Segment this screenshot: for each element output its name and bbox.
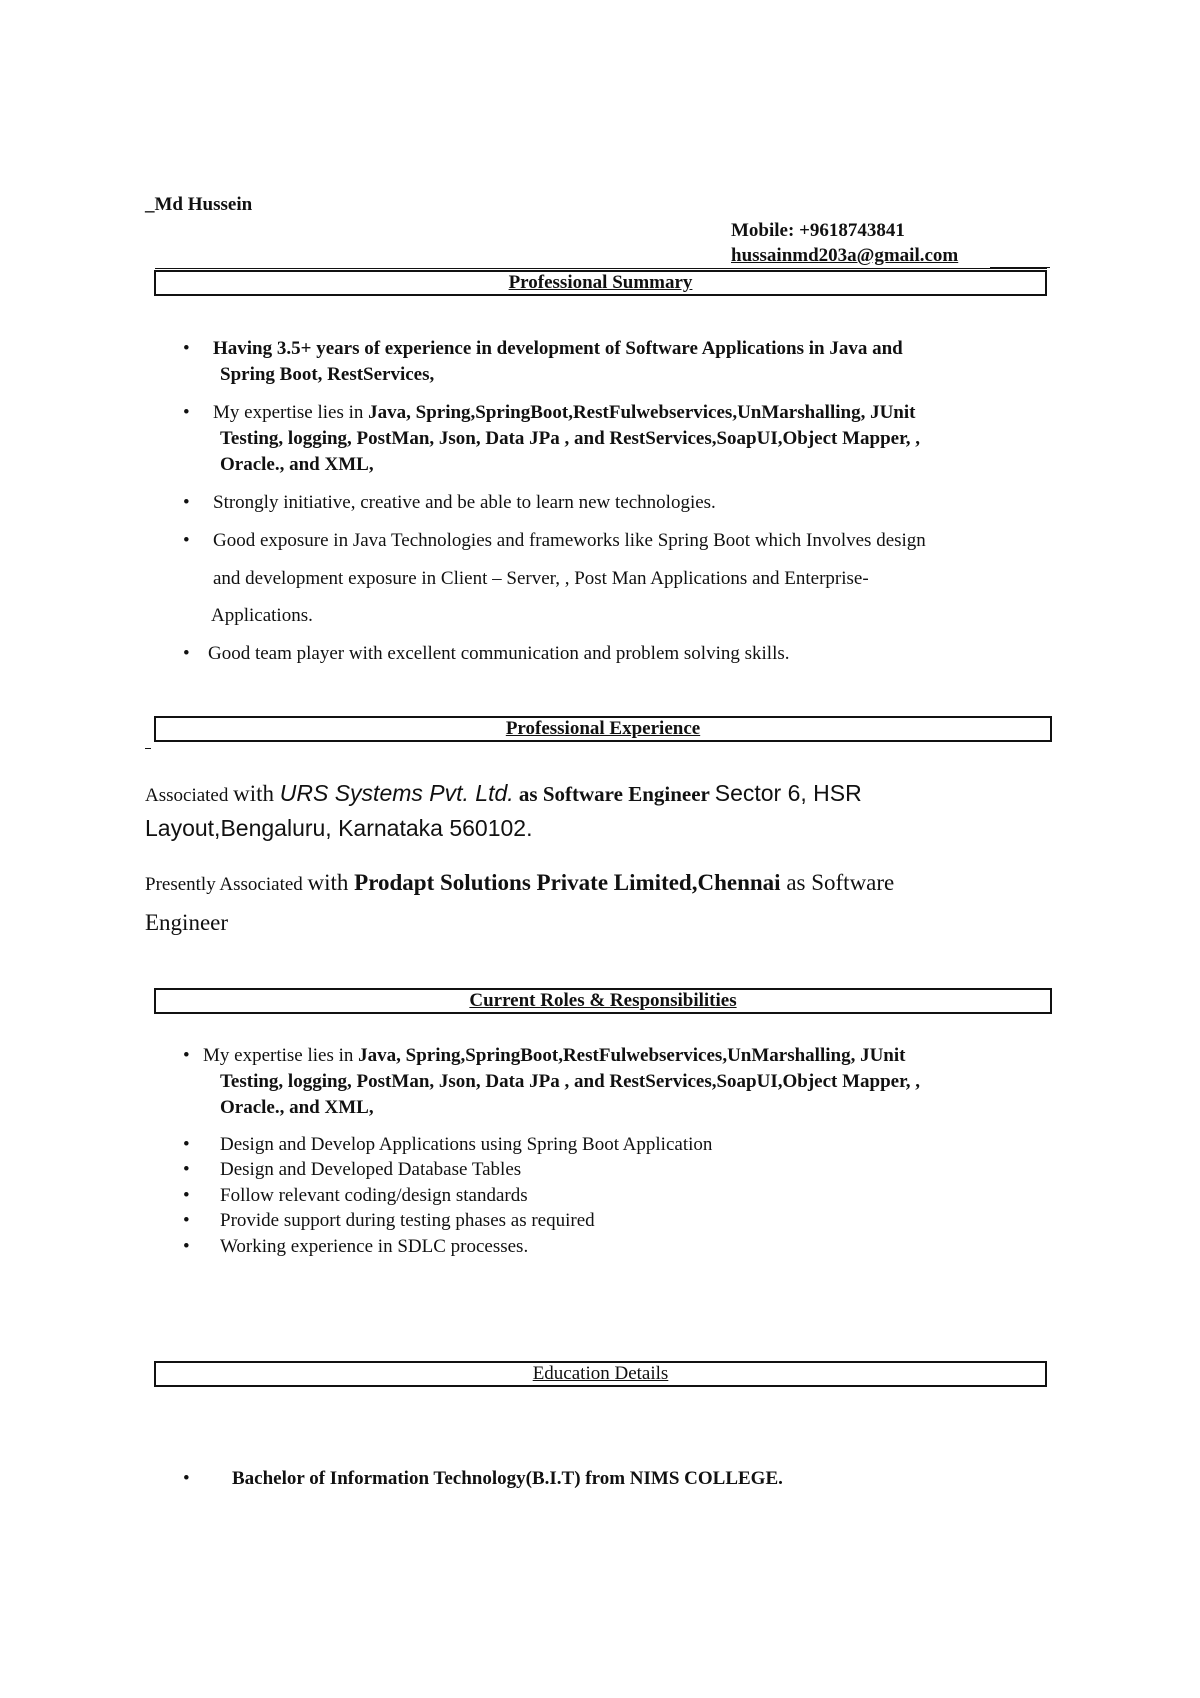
summary-item-2-line-3: Oracle., and XML, <box>220 454 374 475</box>
summary-item-1-line-1: Having 3.5+ years of experience in development of Software Applications in Java and <box>213 338 903 359</box>
stray-underscore <box>145 748 151 749</box>
roles-item-5-text: Provide support during testing phases as required <box>220 1210 595 1231</box>
section-professional-summary <box>154 270 1047 296</box>
education-item-1-text: Bachelor of Information Technology(B.I.T) from NIMS COLLEGE. <box>232 1468 783 1489</box>
roles-item-3-text: Design and Developed Database Tables <box>220 1159 522 1180</box>
bullet-icon: • <box>183 1185 190 1206</box>
presently-prefix: Presently Associated <box>145 874 308 895</box>
associated-prefix: Associated <box>145 785 234 806</box>
section-professional-experience <box>154 716 1052 742</box>
summary-item-4-line-3: Applications. <box>211 605 313 626</box>
roles-item-1-line-2: Testing, logging, PostMan, Json, Data JPa , and RestServices,SoapUI,Object Mapper, , <box>220 1071 921 1092</box>
associated-line-1 <box>145 780 862 807</box>
email-address: hussainmd203a@gmail.com <box>731 245 959 266</box>
presently-company: Prodapt Solutions Private Limited,Chennai <box>354 870 781 895</box>
mobile-number: Mobile: +9618743841 <box>731 220 905 241</box>
presently-role-line-2: Engineer <box>145 910 229 935</box>
roles-item-2-text: Design and Develop Applications using Spring Boot Application <box>220 1134 713 1155</box>
section-education-details <box>154 1361 1047 1387</box>
presently-associated-line-1 <box>145 870 894 896</box>
summary-item-2-line-2: Testing, logging, PostMan, Json, Data JPa , and RestServices,SoapUI,Object Mapper, , <box>220 428 921 449</box>
roles-item-6-text <box>220 1234 528 1260</box>
roles-item-1-line-1 <box>203 1043 905 1069</box>
summary-item-2-prefix: My expertise lies in <box>213 402 369 423</box>
associated-address-2: Layout,Bengaluru, Karnataka 560102. <box>145 815 533 841</box>
roles-item-6-body: Working experience in SDLC processes. <box>220 1236 529 1257</box>
associated-company: URS Systems Pvt. Ltd. <box>279 780 514 806</box>
bullet-icon: • <box>183 643 190 664</box>
candidate-name: _Md Hussein <box>145 194 253 215</box>
bullet-icon: • <box>183 1134 190 1155</box>
roles-item-1-line-3: Oracle., and XML, <box>220 1097 374 1118</box>
associated-with: with <box>233 781 280 806</box>
summary-item-1-line-2: Spring Boot, RestServices, <box>220 364 435 385</box>
bullet-icon: • <box>183 1045 190 1066</box>
summary-item-2-skills: Java, Spring,SpringBoot,RestFulwebservices,UnMarshalling, JUnit <box>368 402 916 423</box>
roles-item-1-skills: Java, Spring,SpringBoot,RestFulwebservices,UnMarshalling, JUnit <box>358 1045 906 1066</box>
presently-role: as Software <box>780 870 895 895</box>
summary-item-2-line-1 <box>213 400 915 426</box>
bullet-icon: • <box>183 338 190 359</box>
summary-item-4-line-1: Good exposure in Java Technologies and frameworks like Spring Boot which Involves design <box>213 530 926 551</box>
bullet-icon: • <box>183 530 190 551</box>
bullet-icon: • <box>183 492 190 513</box>
email-underline-tail <box>990 245 1050 268</box>
associated-address-1: Sector 6, HSR <box>714 780 862 806</box>
summary-item-3-text: Strongly initiative, creative and be able to learn new technologies. <box>213 492 716 513</box>
presently-with: with <box>307 870 355 895</box>
bullet-icon: • <box>183 1159 190 1180</box>
bullet-icon: • <box>183 1468 190 1489</box>
section-current-roles <box>154 988 1052 1014</box>
bullet-icon: • <box>183 402 190 423</box>
section-title: Professional Summary <box>508 272 693 293</box>
roles-item-1-prefix: My expertise lies in <box>203 1045 359 1066</box>
header-rule <box>155 268 1047 269</box>
summary-item-5-text: Good team player with excellent communication and problem solving skills. <box>208 643 790 664</box>
bullet-icon: • <box>183 1236 190 1257</box>
bullet-icon: • <box>183 1210 190 1231</box>
section-title: Professional Experience <box>505 718 701 739</box>
summary-item-4-line-2: and development exposure in Client – Server, , Post Man Applications and Enterprise- <box>213 568 869 589</box>
associated-role: as Software Engineer <box>513 782 715 806</box>
section-title: Education Details <box>532 1363 669 1384</box>
roles-item-4-text: Follow relevant coding/design standards <box>220 1185 528 1206</box>
section-title: Current Roles & Responsibilities <box>469 990 737 1011</box>
